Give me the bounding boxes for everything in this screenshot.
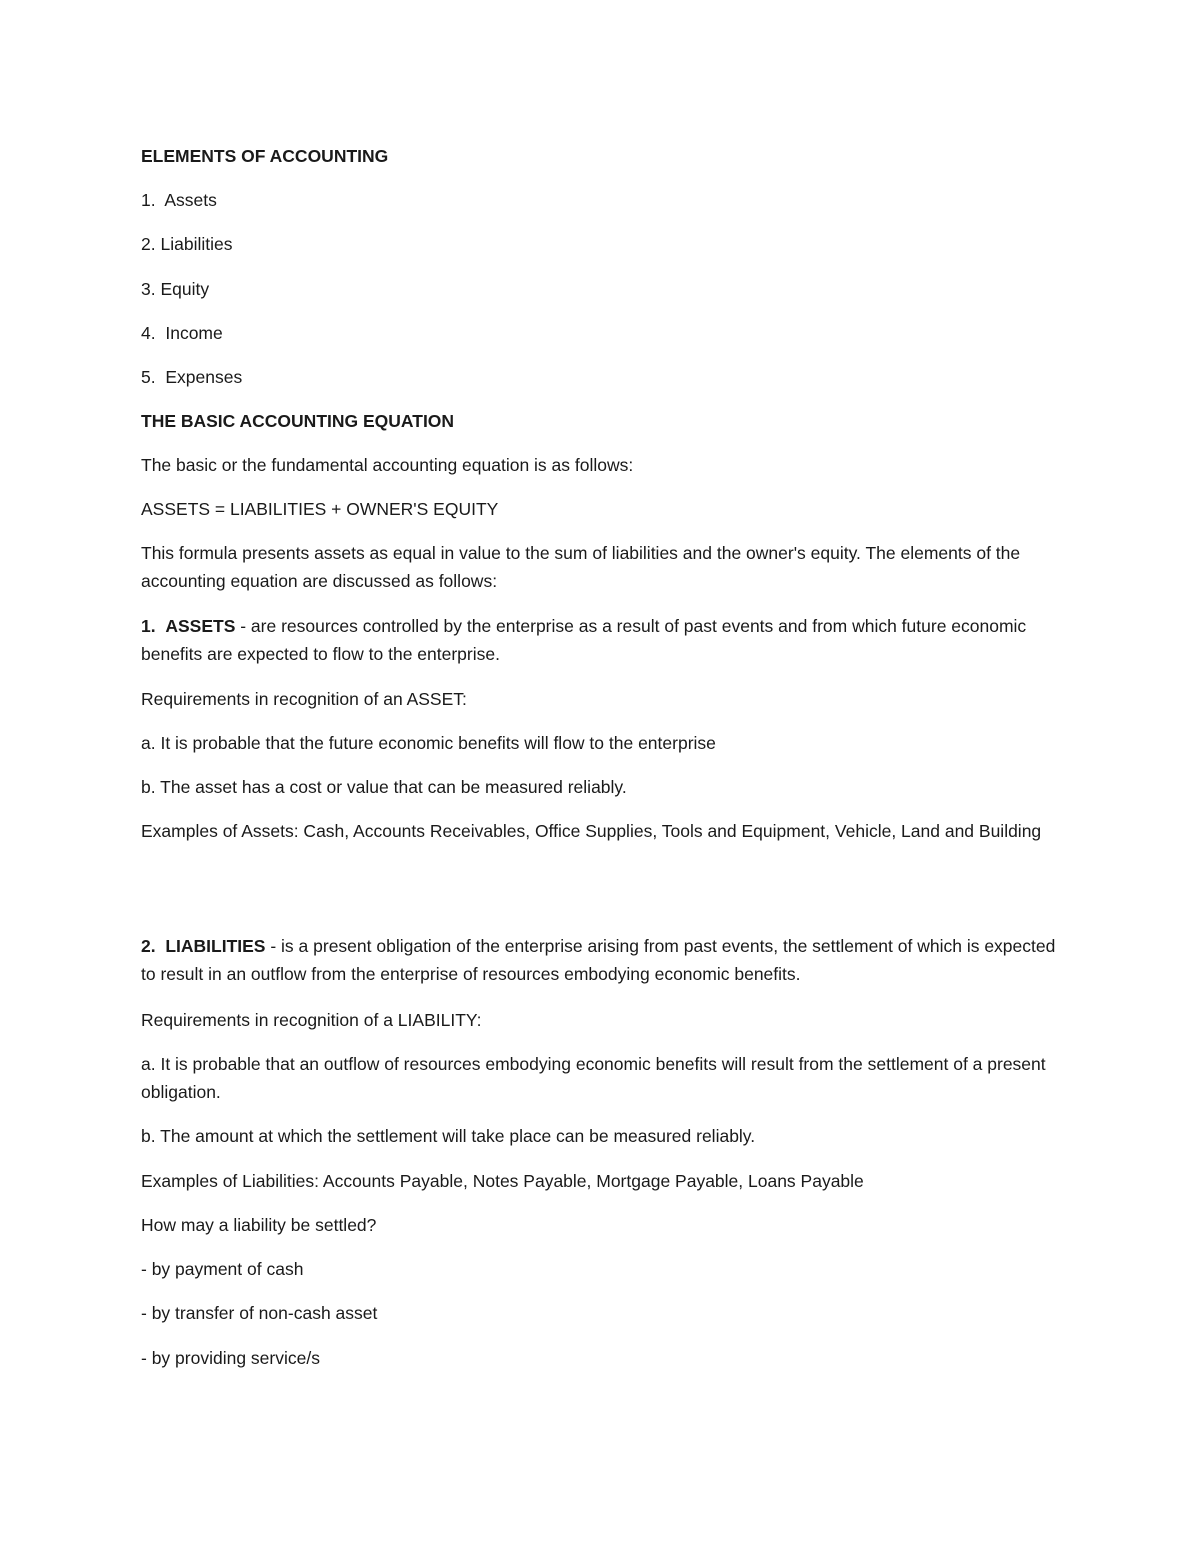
assets-requirements-title: Requirements in recognition of an ASSET: bbox=[141, 689, 467, 709]
equation-intro: The basic or the fundamental accounting equation is as follows: bbox=[141, 455, 634, 475]
liabilities-requirements-title: Requirements in recognition of a LIABILITY: bbox=[141, 1010, 482, 1030]
liabilities-examples: Examples of Liabilities: Accounts Payable, Notes Payable, Mortgage Payable, Loans Payable bbox=[141, 1171, 864, 1191]
settle-question: How may a liability be settled? bbox=[141, 1215, 377, 1235]
list-number: 5. bbox=[141, 367, 156, 387]
list-item bbox=[141, 278, 209, 300]
assets-examples: Examples of Assets: Cash, Accounts Receivables, Office Supplies, Tools and Equipment, Vehicle, Land and Building bbox=[141, 821, 1042, 841]
list-item bbox=[141, 189, 217, 211]
assets-requirement-a: a. It is probable that the future economic benefits will flow to the enterprise bbox=[141, 733, 716, 753]
list-number: 1. bbox=[141, 190, 156, 210]
list-number: 2. bbox=[141, 234, 156, 254]
formula-description: This formula presents assets as equal in value to the sum of liabilities and the owner's equity. The elements of the accounting equation are discussed as follows: bbox=[141, 543, 1021, 591]
list-text: Expenses bbox=[165, 367, 243, 387]
liabilities-requirement-a: a. It is probable that an outflow of resources embodying economic benefits will result from the settlement of a present obligation. bbox=[141, 1054, 1046, 1102]
liabilities-definition bbox=[141, 932, 1071, 988]
liabilities-definition-text: - is a present obligation of the enterprise arising from past events, the settlement of which is expected to result in an outflow from the enterprise of resources embodying economic benefits. bbox=[141, 936, 1056, 984]
assets-definition-text: - are resources controlled by the enterprise as a result of past events and from which future economic benefits are expected to flow to the enterprise. bbox=[141, 616, 1027, 664]
equation: ASSETS = LIABILITIES + OWNER'S EQUITY bbox=[141, 499, 499, 519]
settle-way: - by payment of cash bbox=[141, 1259, 304, 1279]
assets-term: ASSETS bbox=[165, 616, 236, 636]
assets-definition bbox=[141, 612, 1071, 668]
list-number: 3. bbox=[141, 279, 156, 299]
liabilities-requirement-b: b. The amount at which the settlement will take place can be measured reliably. bbox=[141, 1126, 756, 1146]
assets-requirement-b: b. The asset has a cost or value that can be measured reliably. bbox=[141, 777, 627, 797]
settle-way: - by providing service/s bbox=[141, 1348, 320, 1368]
liabilities-term: LIABILITIES bbox=[165, 936, 266, 956]
liabilities-number: 2. bbox=[141, 936, 156, 956]
list-text: Liabilities bbox=[160, 234, 233, 254]
list-item bbox=[141, 366, 242, 388]
list-number: 4. bbox=[141, 323, 156, 343]
list-item bbox=[141, 322, 223, 344]
settle-way: - by transfer of non-cash asset bbox=[141, 1303, 378, 1323]
list-item bbox=[141, 233, 232, 255]
list-text: Equity bbox=[160, 279, 210, 299]
heading-equation: THE BASIC ACCOUNTING EQUATION bbox=[141, 411, 455, 431]
list-text: Assets bbox=[164, 190, 217, 210]
assets-number: 1. bbox=[141, 616, 156, 636]
heading-elements: ELEMENTS OF ACCOUNTING bbox=[141, 146, 389, 166]
list-text: Income bbox=[165, 323, 223, 343]
